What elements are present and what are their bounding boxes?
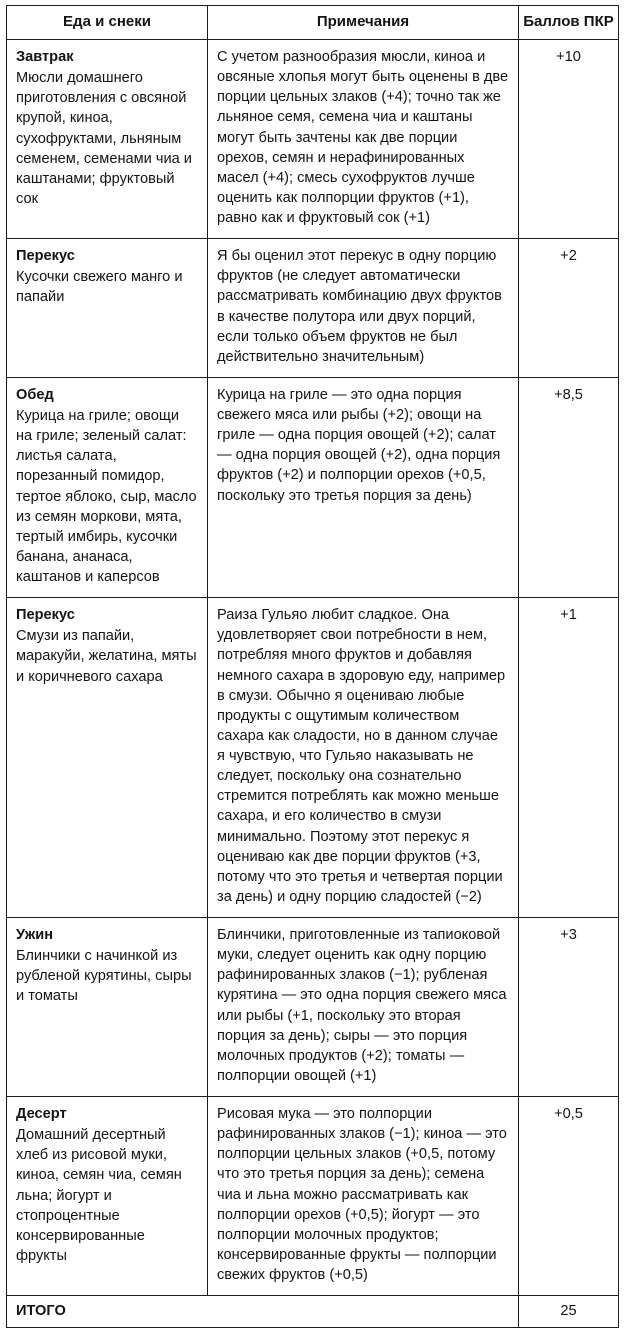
header-row <box>7 6 619 40</box>
food-cell <box>7 598 208 918</box>
table-row-lunch <box>7 377 619 597</box>
points-cell: +0,5 <box>519 1097 619 1296</box>
food-cell <box>7 918 208 1097</box>
food-cell <box>7 1097 208 1296</box>
food-cell <box>7 40 208 239</box>
total-label: ИТОГО <box>7 1296 519 1328</box>
meal-description: Домашний десертный хлеб из рисовой муки, киноа, семян чиа, семян льна; йогурт и стопроцентные консервированные фрукты <box>16 1127 182 1264</box>
points-cell: +10 <box>519 40 619 239</box>
meal-title: Обед <box>16 386 54 403</box>
points-cell: +8,5 <box>519 377 619 597</box>
meal-description: Мюсли домашнего приготовления с овсяной крупой, киноа, сухофруктами, льняным семенем, семенами чиа и каштанами; фруктовый сок <box>16 70 192 207</box>
table-row-snack-2 <box>7 598 619 918</box>
table-row-snack-1 <box>7 239 619 378</box>
meal-description: Кусочки свежего манго и папайи <box>16 269 183 306</box>
food-cell <box>7 377 208 597</box>
table-row-dinner <box>7 918 619 1097</box>
meal-title: Перекус <box>16 607 75 624</box>
table-row-breakfast <box>7 40 619 239</box>
meal-description: Курица на гриле; овощи на гриле; зеленый салат: листья салата, порезанный помидор, тертое яблоко, сыр, масло из семян моркови, мята, тертый имбирь, кусочки банана, ананаса, каштанов и каперсов <box>16 408 197 585</box>
total-points: 25 <box>519 1296 619 1328</box>
food-cell <box>7 239 208 378</box>
meal-description: Блинчики с начинкой из рубленой курятины, сыры и томаты <box>16 948 192 1005</box>
meal-title: Перекус <box>16 248 75 265</box>
points-cell: +3 <box>519 918 619 1097</box>
header-points: Баллов ПКР <box>519 6 619 40</box>
header-notes: Примечания <box>208 6 519 40</box>
meal-title: Ужин <box>16 927 54 943</box>
notes-cell: Я бы оценил этот перекус в одну порцию фруктов (не следует автоматически рассматривать комбинацию двух фруктов в качестве полутора или двух порций, если только объем фруктов не был действительно значительным) <box>208 239 519 378</box>
meal-description: Смузи из папайи, маракуйи, желатина, мяты и коричневого сахара <box>16 628 197 685</box>
header-food: Еда и снеки <box>7 6 208 40</box>
notes-cell: Рисовая мука — это полпорции рафинированных злаков (−1); киноа — это полпорции цельных злаков (+0,5, потому что это третья порция за день); семена чиа и льна можно рассматривать как полпорции орехов (+0,5); йогурт — это полпорции молочных продуктов; консервированные фрукты — полпорции свежих фруктов (+0,5) <box>208 1097 519 1296</box>
notes-cell: С учетом разнообразия мюсли, киноа и овсяные хлопья могут быть оценены в две порции цельных злаков (+4); точно так же льняное семя, семена чиа и каштаны могут быть зачтены как две порции орехов, семян и нерафинированных масел (+4); смесь сухофруктов лучше оценить как полпорции фруктов (+1), равно как и фруктовый сок (+1) <box>208 40 519 239</box>
points-cell: +2 <box>519 239 619 378</box>
notes-cell: Курица на гриле — это одна порция свежего мяса или рыбы (+2); овощи на гриле — одна порция овощей (+2); салат — одна порция овощей (+2), одна порция фруктов (+2) и полпорции орехов (+0,5, поскольку это третья порция за день) <box>208 377 519 597</box>
meal-title: Десерт <box>16 1106 67 1122</box>
notes-cell: Раиза Гульяо любит сладкое. Она удовлетворяет свои потребности в нем, потребляя много фруктов и добавляя немного сахара в здоровую еду, например в смузи. Обычно я оцениваю любые продукты с ощутимым количеством сахара как сладости, но в данном случае я чувствую, что Гульяо наказывать не следует, поскольку она сознательно стремится потреблять как можно меньше сахара, и его количество в смузи минимально. Поэтому этот перекус я оцениваю как две порции фруктов (+3, потому что это третья и четвертая порции за день) и одну порцию сладостей (−2) <box>208 598 519 918</box>
meal-scoring-table <box>6 5 619 1328</box>
meal-title: Завтрак <box>16 49 74 65</box>
notes-cell: Блинчики, приготовленные из тапиоковой муки, следует оценить как одну порцию рафинированных злаков (−1); рубленая курятина — это одна порция свежего мяса или рыбы (+1, поскольку это вторая порция за день); сыры — это порция молочных продуктов (+2); томаты — полпорции овощей (+1) <box>208 918 519 1097</box>
table-row-dessert <box>7 1097 619 1296</box>
points-cell: +1 <box>519 598 619 918</box>
total-row <box>7 1296 619 1328</box>
